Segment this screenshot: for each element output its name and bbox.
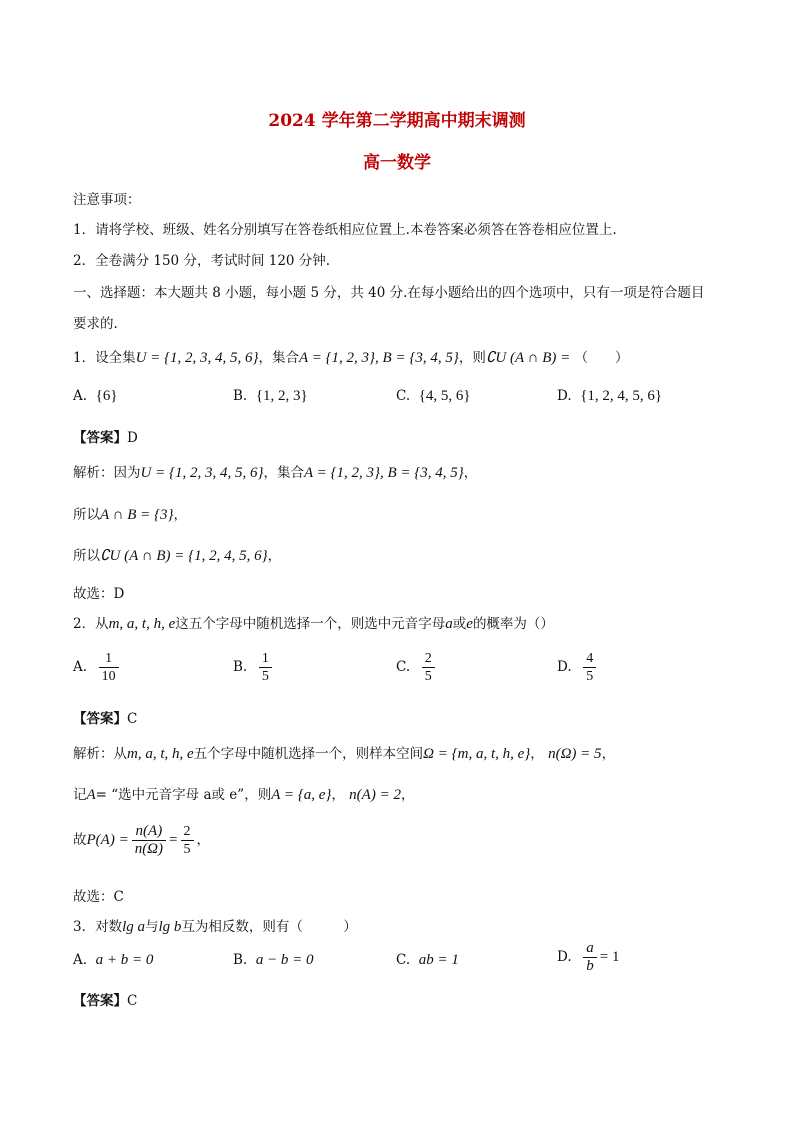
notes-heading: 注意事项： [73,192,141,208]
section-1-line-2: 要求的. [73,316,118,332]
q1-answer: 【答案】D [73,430,138,446]
q1-option-c: C. {4, 5, 6} [396,388,471,404]
q1-then: ，则 [458,350,486,366]
question-2: 2．从m, a, t, h, e这五个字母中随机选择一个，则选中元音字母a或e的概率为（） [73,616,554,632]
q2-option-d: D. $\frac{4}{5}$ [557,650,599,685]
q1-sets-ab: A = {1, 2, 3}, B = {3, 4, 5} [299,350,459,366]
q1-option-a: A. {6} [73,388,118,404]
q1-option-b: B. {1, 2, 3} [233,388,308,404]
q2-option-c: C. $\frac{2}{5}$ [396,650,438,685]
q1-solution-line-1: 解析：因为U = {1, 2, 3, 4, 5, 6}，集合A = {1, 2, 3}, B = {3, 4, 5}， [73,465,478,481]
q2-solution-line-2: 记A= “选中元音字母 a或 e”，则A = {a, e}， n(A) = 2， [73,787,415,803]
exam-subtitle: 高一数学 [363,153,431,173]
q1-option-d: D. {1, 2, 4, 5, 6} [557,388,663,404]
q1-prefix: 1．设全集 [73,350,136,366]
q2-solution-line-3: 故P(A) = $\frac{n(A)}{n(\Omega)}$ = $\frac{2}{5}$ ， [73,823,210,857]
q1-mid: ，集合 [258,350,300,366]
q1-solution-line-2: 所以A ∩ B = {3}， [73,507,188,523]
q3-option-b: B. a − b = 0 [233,952,314,968]
notes-item-1: 1．请将学校、班级、姓名分别填写在答卷纸相应位置上.本卷答案必须答在答卷相应位置上. [73,222,617,238]
q3-answer: 【答案】C [73,993,138,1009]
exam-title: 2024 学年第二学期高中期末调测 [268,111,526,131]
section-1-line-1: 一、选择题：本大题共 8 小题，每小题 5 分，共 40 分.在每小题给出的四个选项中，只有一项是符合题目 [73,285,705,301]
q3-option-a: A. a + b = 0 [73,952,154,968]
q3-option-d: D. $\frac{a}{b}$ = 1 [557,940,620,974]
q1-blank: （ ） [574,350,629,366]
q2-answer: 【答案】C [73,711,138,727]
question-1 [73,346,629,367]
q2-option-b: B. $\frac{1}{5}$ [233,650,275,685]
q2-option-a: A. $\frac{1}{10}$ [73,650,122,685]
q1-conclusion: 故选：D [73,586,125,602]
q1-solution-line-3: 所以∁U (A ∩ B) = {1, 2, 4, 5, 6}， [73,548,282,564]
q2-conclusion: 故选：C [73,889,124,905]
q2-solution-line-1: 解析：从m, a, t, h, e五个字母中随机选择一个，则样本空间Ω = {m, a, t, h, e}， n(Ω) = 5， [73,746,616,762]
q1-universal-set: U = {1, 2, 3, 4, 5, 6} [135,350,259,366]
q1-expression: ∁U (A ∩ B) = [485,350,571,366]
q3-option-c: C. ab = 1 [396,952,459,968]
question-3: 3．对数lg a与lg b互为相反数，则有（ ） [73,919,357,935]
notes-item-2: 2．全卷满分 150 分，考试时间 120 分钟. [73,253,331,269]
